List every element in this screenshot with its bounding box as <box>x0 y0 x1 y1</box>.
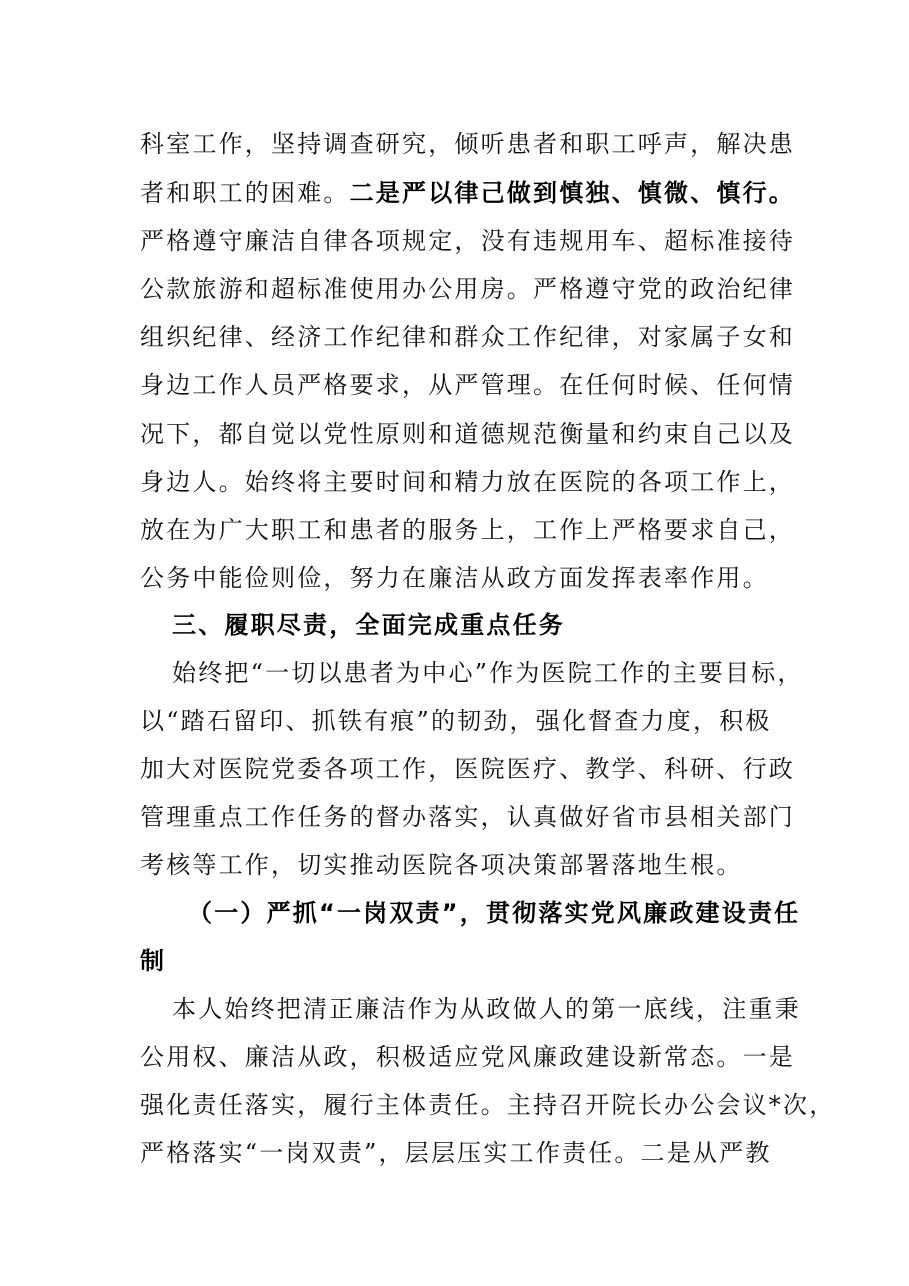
paragraph-line-7: 况下，都自觉以党性原则和道德规范衡量和约束自己以及 <box>140 420 795 448</box>
paragraph-line-4: 公款旅游和超标准使用办公用房。严格遵守党的政治纪律 <box>140 275 795 303</box>
paragraph-line-19: 本人始终把清正廉洁作为从政做人的第一底线，注重秉 <box>172 995 801 1023</box>
paragraph-line-15: 管理重点工作任务的督办落实，认真做好省市县相关部门 <box>140 803 795 831</box>
paragraph-line-16: 考核等工作，切实推动医院各项决策部署落地生根。 <box>140 851 743 879</box>
paragraph-line-20: 公用权、廉洁从政，积极适应党风廉政建设新常态。一是 <box>140 1043 795 1071</box>
paragraph-line-14: 加大对医院党委各项工作，医院医疗、教学、科研、行政 <box>140 755 795 783</box>
subsection-heading-continuation: 制 <box>140 947 167 975</box>
paragraph-line-5: 组织纪律、经济工作纪律和群众工作纪律，对家属子女和 <box>140 323 795 351</box>
paragraph-line-21: 强化责任落实，履行主体责任。主持召开院长办公会议*次， <box>140 1091 836 1119</box>
paragraph-line-22: 严格落实“一岗双责”，层层压实工作责任。二是从严教 <box>140 1139 772 1167</box>
section-heading: 三、履职尽责，全面完成重点任务 <box>172 611 565 639</box>
paragraph-line-1: 科室工作，坚持调查研究，倾听患者和职工呼声，解决患 <box>140 130 795 158</box>
paragraph-line-8: 身边人。始终将主要时间和精力放在医院的各项工作上， <box>140 468 795 496</box>
paragraph-line-13: 以“踏石留印、抓铁有痕”的韧劲，强化督查力度，积极 <box>140 707 772 735</box>
subsection-heading: （一）严抓“一岗双责”，贯彻落实党风廉政建设责任 <box>188 899 801 927</box>
paragraph-line-12: 始终把“一切以患者为中心”作为医院工作的主要目标， <box>172 659 804 687</box>
paragraph-line-3: 严格遵守廉洁自律各项规定，没有违规用车、超标准接待 <box>140 227 795 255</box>
paragraph-line-2 <box>140 176 796 210</box>
line-text: 者和职工的困难。 <box>140 179 350 207</box>
paragraph-line-9: 放在为广大职工和患者的服务上，工作上严格要求自己， <box>140 516 795 544</box>
paragraph-line-10: 公务中能俭则俭，努力在廉洁从政方面发挥表率作用。 <box>140 564 769 592</box>
bold-heading-inline: 二是严以律己做到慎独、慎微、慎行。 <box>349 179 796 207</box>
paragraph-line-6: 身边工作人员严格要求，从严管理。在任何时候、任何情 <box>140 371 795 399</box>
